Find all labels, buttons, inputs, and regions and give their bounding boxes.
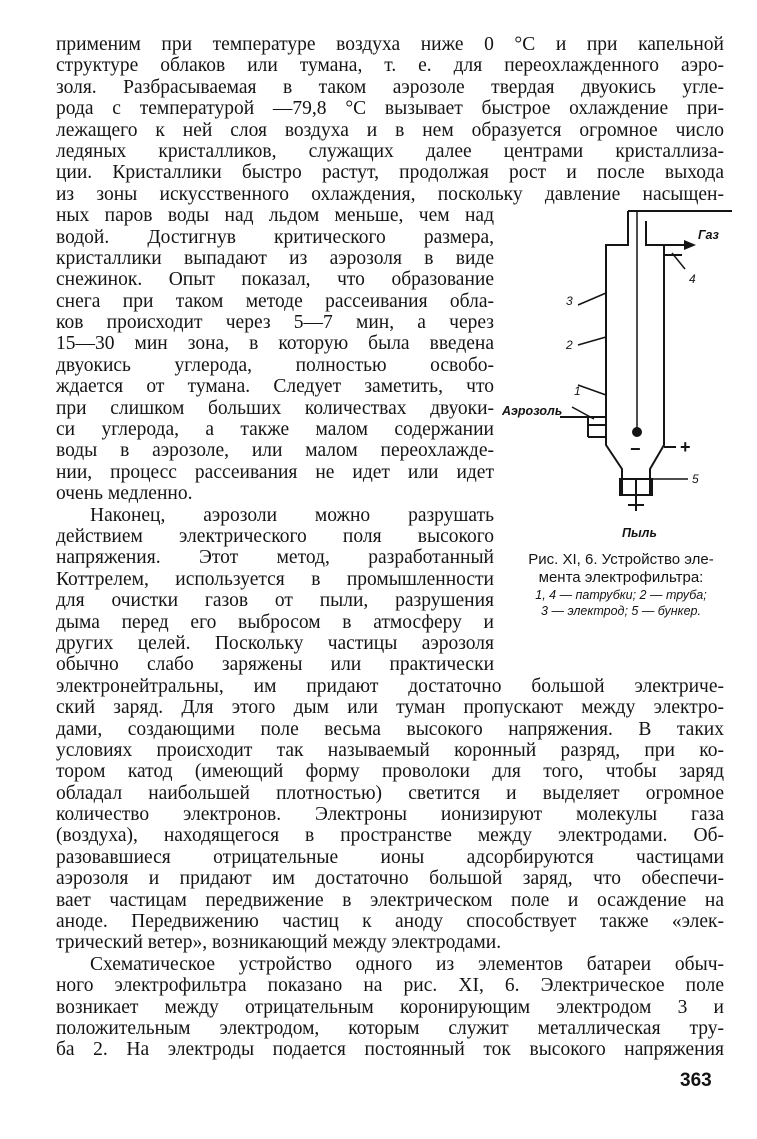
narrow-text-column: [56, 205, 494, 676]
text-line: ных паров воды над льдом меньше, чем над: [56, 205, 494, 227]
figure-wrap-block: [56, 205, 724, 676]
text-line: при слишком больших количествах двуоки-: [56, 397, 494, 419]
caption-legend: 1, 4 — патрубки; 2 — труба;: [535, 588, 707, 603]
text-line: си углерода, а также малом содержании: [56, 419, 494, 441]
text-line: воды в аэрозоле, или малом переохлажде-: [56, 440, 494, 462]
bottom-paragraph-block: [56, 676, 724, 1061]
text-line: ский заряд. Для этого дым или туман пропускают между электро-: [56, 697, 724, 719]
text-line: ного электрофильтра показано на рис. XI, 6. Электрическое поле: [56, 975, 724, 997]
text-line: Коттрелем, используется в промышленности: [56, 568, 494, 590]
text-line: снежинок. Опыт показал, что образование: [56, 269, 494, 291]
text-line: тором катод (имеющий форму проволоки для того, чтобы заряд: [56, 761, 724, 783]
text-line: рода с температурой —79,8 °C вызывает быстрое охлаждение при-: [56, 98, 724, 120]
text-line: положительным электродом, которым служит металлическая тру-: [56, 1017, 724, 1039]
text-line: водой. Достигнув критического размера,: [56, 226, 494, 248]
paragraph-start-line: Наконец, аэрозоли можно разрушать: [90, 504, 494, 526]
label-num-4: 4: [689, 272, 696, 287]
paragraph-start-line: Схематическое устройство одного из элементов батареи обыч-: [90, 953, 724, 975]
label-aerosol: Аэрозоль: [502, 404, 563, 419]
text-line: кристаллики выпадают из аэрозоля в виде: [56, 247, 494, 269]
text-line: дами, создающими поле весьма высокого напряжения. В таких: [56, 718, 724, 740]
gas-arrow-icon: [684, 240, 696, 250]
label-num-1: 1: [574, 384, 581, 399]
text-line: действием электрического поля высокого: [56, 525, 494, 547]
label-num-2: 2: [566, 338, 573, 353]
label-plus: +: [680, 437, 691, 458]
text-line: трический ветер», возникающий между электродами.: [56, 932, 502, 954]
label-gas: Газ: [698, 228, 719, 243]
caption-legend: 3 — электрод; 5 — бункер.: [541, 604, 701, 619]
text-line: очень медленно.: [56, 483, 193, 505]
text-line: возникает между отрицательным коронирующим электродом 3 и: [56, 996, 724, 1018]
text-line: 15—30 мин зона, в которую была введена: [56, 333, 494, 355]
text-line: из зоны искусственного охлаждения, поскольку давление насыщен-: [56, 183, 724, 205]
text-line: ледяных кристалликов, служащих далее центрами кристаллиза-: [56, 140, 724, 162]
text-line: двуокись углерода, полностью освобо-: [56, 354, 494, 376]
label-num-3: 3: [566, 294, 573, 309]
page-content: [56, 34, 724, 1061]
caption-line: Рис. XI, 6. Устройство эле-: [528, 551, 714, 569]
text-line: дыма перед его выбросом в атмосферу и: [56, 611, 494, 633]
figure-caption: [508, 551, 734, 619]
text-line: напряжения. Этот метод, разработанный: [56, 547, 494, 569]
text-line: лежащего к ней слоя воздуха и в нем образуется огромное число: [56, 119, 724, 141]
page-number: 363: [680, 1070, 712, 1091]
label-minus: −: [630, 439, 641, 460]
text-line: количество электронов. Электроны ионизируют молекулы газа: [56, 804, 724, 826]
electrofilter-diagram: [502, 205, 734, 545]
text-line: золя. Разбрасываемая в таком аэрозоле твердая двуокись угле-: [56, 76, 724, 98]
text-line: снега при таком методе рассеивания обла-: [56, 290, 494, 312]
top-paragraph-block: [56, 34, 724, 205]
text-line: для очистки газов от пыли, разрушения: [56, 590, 494, 612]
text-line: аноде. Передвижению частиц к аноду способствует также «элек-: [56, 911, 724, 933]
text-line: ба 2. На электроды подается постоянный ток высокого напряжения: [56, 1039, 724, 1061]
text-line: ждается от тумана. Следует заметить, что: [56, 376, 494, 398]
text-line: нии, процесс рассеивания не идет или идет: [56, 461, 494, 483]
text-line: обычно слабо заряжены или практически: [56, 654, 494, 676]
text-line: ков происходит через 5—7 мин, а через: [56, 312, 494, 334]
text-line: (воздуха), находящегося в пространстве между электродами. Об-: [56, 825, 724, 847]
text-line: разовавшиеся отрицательные ионы адсорбируются частицами: [56, 846, 724, 868]
text-line: применим при температуре воздуха ниже 0 °C и при капельной: [56, 34, 724, 55]
label-dust: Пыль: [622, 526, 657, 541]
text-line: других целей. Поскольку частицы аэрозоля: [56, 632, 494, 654]
text-line: обладал наибольшей плотностью) светится и выделяет огромное: [56, 782, 724, 804]
text-line: вает частицам передвижение в электрическом поле и осаждение на: [56, 889, 724, 911]
text-line: условиях происходит так называемый коронный разряд, при ко-: [56, 739, 724, 761]
text-line: электронейтральны, им придают достаточно большой электриче-: [56, 675, 724, 697]
electrofilter-figure: [502, 205, 734, 619]
text-line: ции. Кристаллики быстро растут, продолжая рост и после выхода: [56, 162, 724, 184]
text-line: аэрозоля и придают им достаточно большой заряд, что обеспечи-: [56, 868, 724, 890]
label-num-5: 5: [692, 472, 699, 487]
caption-line: мента электрофильтра:: [538, 569, 704, 587]
text-line: структуре облаков или тумана, т. е. для переохлажденного аэро-: [56, 55, 724, 77]
